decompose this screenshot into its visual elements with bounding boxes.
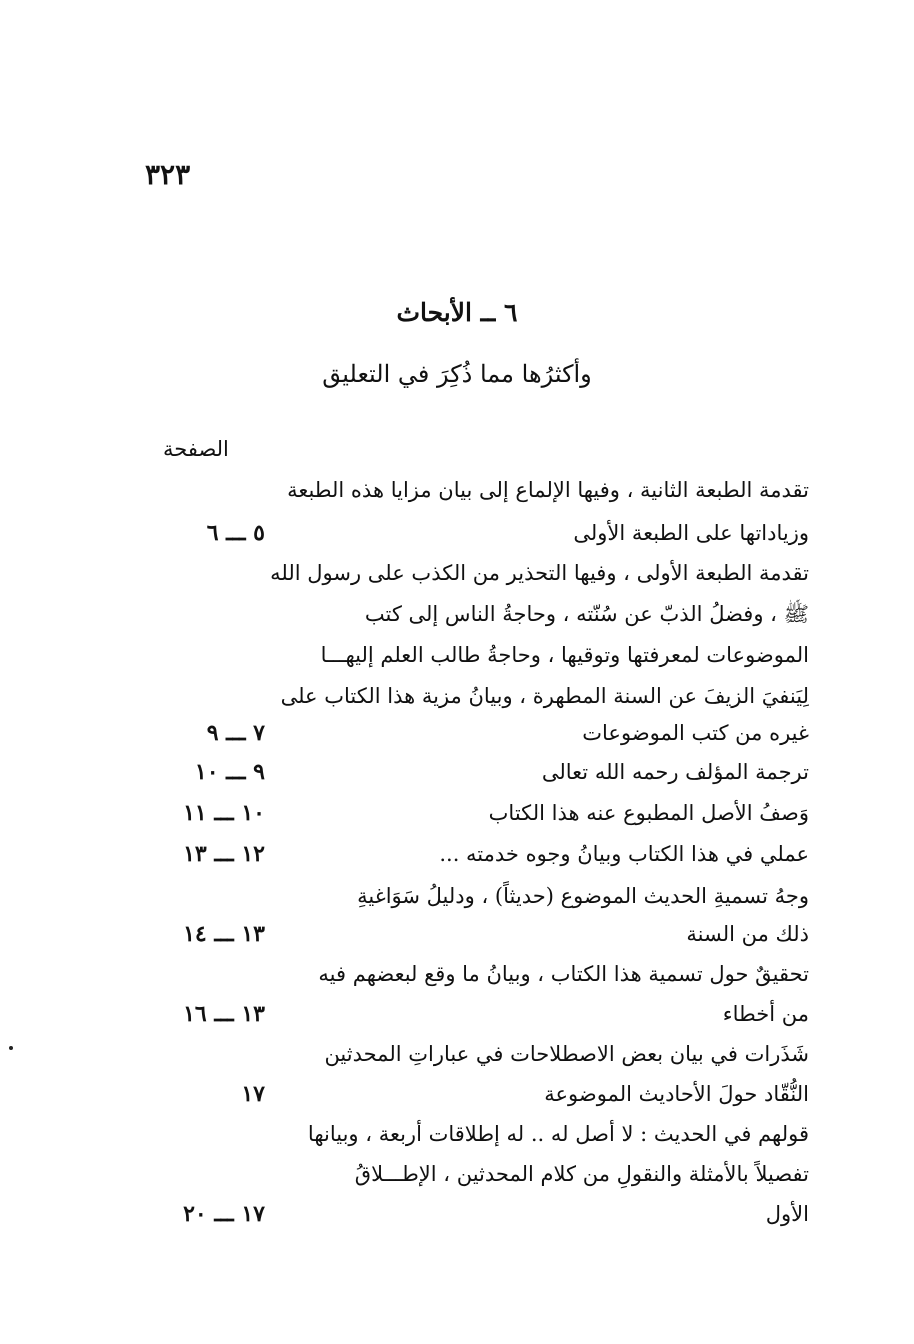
toc-line: الأول [765,1202,809,1226]
section-title: ٦ ــ الأبحاث [396,298,518,327]
toc-pages: ١٣ ـــ ١٤ [183,921,265,947]
toc-pages [150,876,265,916]
toc-pages: ١٧ [241,1081,265,1107]
toc-pages: ١٧ ـــ ٢٠ [183,1201,265,1227]
toc-line: لِيَنفيَ الزيفَ عن السنة المطهرة ، وبيانُ مزية هذا الكتاب على [280,684,809,708]
toc-line: ترجمة المؤلف رحمه الله تعالى [541,760,809,784]
toc-line: ذلك من السنة [686,922,809,946]
toc-line: غيره من كتب الموضوعات [582,721,809,745]
toc-line: ﷺ ، وفضلُ الذبّ عن سُنّته ، وحاجةُ الناس إلى كتب [364,602,809,626]
toc-pages: ١٠ ـــ ١١ [183,800,265,826]
toc-pages [150,553,265,593]
toc-line: تقدمة الطبعة الثانية ، وفيها الإلماع إلى بيان مزايا هذه الطبعة [287,478,809,502]
page-number: ٣٢٣ [145,158,191,191]
toc-pages [150,1154,265,1194]
toc-line: قولهم في الحديث : لا أصل له .. له إطلاقات أربعة ، وبيانها [307,1122,809,1146]
stray-ink-mark [9,1046,13,1050]
toc-line: تقدمة الطبعة الأولى ، وفيها التحذير من الكذب على رسول الله [270,561,809,585]
toc-pages [150,676,265,716]
toc-pages: ١٣ ـــ ١٦ [183,1001,265,1027]
toc-line: الموضوعات لمعرفتها وتوقيها ، وحاجةُ طالب العلم إليهـــا [320,643,809,667]
toc-line: وجهُ تسميةِ الحديث الموضوع (حديثاً) ، ودليلُ سَوَاغيةِ [357,884,809,908]
toc-line: تحقيقٌ حول تسمية هذا الكتاب ، وبيانُ ما وقع لبعضهم فيه [318,962,809,986]
toc-pages [150,1114,265,1154]
toc-pages [150,635,265,675]
toc-pages: ٧ ـــ ٩ [206,720,265,746]
toc-line: شَذَرات في بيان بعض الاصطلاحات في عباراتِ المحدثين [324,1042,809,1066]
toc-line: النُّقّاد حولَ الأحاديث الموضوعة [544,1082,809,1106]
toc-pages [150,1034,265,1074]
toc-line: وزياداتها على الطبعة الأولى [573,521,809,545]
toc-pages: ١٢ ـــ ١٣ [183,841,265,867]
toc-pages: ٥ ـــ ٦ [206,520,265,546]
toc-line: تفصيلاً بالأمثلة والنقولِ من كلام المحدثين ، الإطـــلاقُ [354,1162,809,1186]
toc-line: وَصفُ الأصل المطبوع عنه هذا الكتاب [488,801,809,825]
section-subtitle: وأكثرُها مما ذُكِرَ في التعليق [322,360,592,388]
page-column-header: الصفحة [163,437,229,461]
toc-pages: ٩ ـــ ١٠ [194,759,265,785]
toc-pages [150,954,265,994]
toc-pages [150,470,265,510]
toc-pages [150,594,265,634]
toc-line: من أخطاء [722,1002,809,1026]
toc-line: عملي في هذا الكتاب وبيانُ وجوه خدمته ... [439,842,809,866]
